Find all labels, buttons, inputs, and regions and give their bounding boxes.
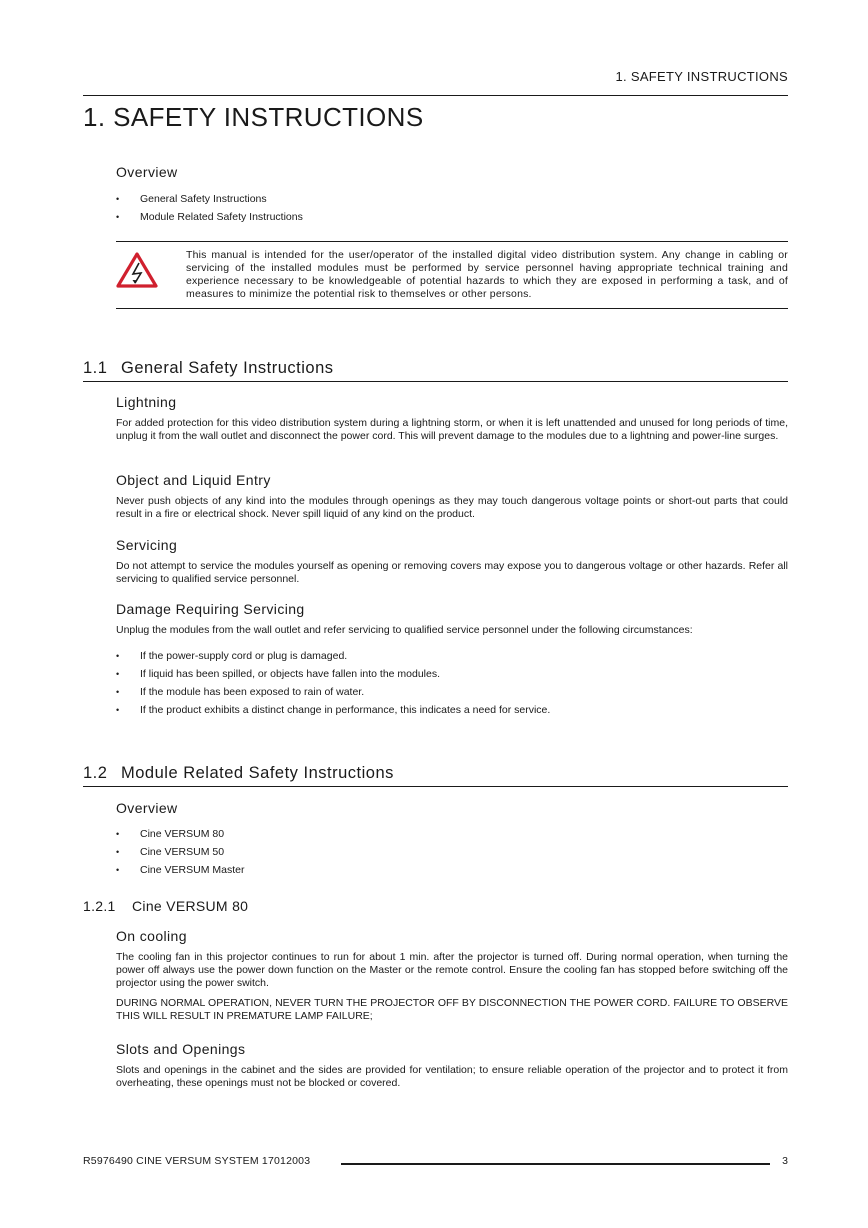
list-item: • If the power-supply cord or plug is damaged.	[116, 647, 788, 665]
list-item: • If the module has been exposed to rain of water.	[116, 683, 788, 701]
high-voltage-warning-icon	[116, 252, 158, 288]
subsection-title-cine-versum-80	[83, 898, 248, 914]
object-liquid-heading: Object and Liquid Entry	[116, 472, 271, 488]
cooling-heading: On cooling	[116, 928, 187, 944]
section-number: 1.2	[83, 764, 108, 782]
footer-rule	[341, 1163, 770, 1165]
overview-block	[116, 164, 788, 226]
section-title-text: General Safety Instructions	[121, 359, 334, 377]
overview-list	[116, 190, 788, 226]
section-title-module-related	[83, 764, 788, 787]
lightning-block	[116, 394, 788, 443]
servicing-block	[116, 537, 788, 586]
module-overview-block	[116, 800, 788, 879]
list-item: • Cine VERSUM 50	[116, 843, 788, 861]
list-item: • Cine VERSUM 80	[116, 825, 788, 843]
list-item: • General Safety Instructions	[116, 190, 788, 208]
slots-text: Slots and openings in the cabinet and the sides are provided for ventilation; to ensure reliable operation of the projector and to protect it from overheating, these openings must not be blocked or covered.	[116, 1064, 788, 1089]
damage-text: Unplug the modules from the wall outlet and refer servicing to qualified service personnel under the following circumstances:	[116, 624, 693, 636]
list-item: • If liquid has been spilled, or objects have fallen into the modules.	[116, 665, 788, 683]
cooling-block	[116, 928, 788, 1023]
list-item: • Module Related Safety Instructions	[116, 208, 788, 226]
damage-heading: Damage Requiring Servicing	[116, 601, 305, 617]
damage-block	[116, 601, 788, 719]
slots-block	[116, 1041, 788, 1090]
warning-box	[116, 241, 788, 309]
module-overview-heading: Overview	[116, 800, 178, 816]
running-header: 1. SAFETY INSTRUCTIONS	[615, 69, 788, 84]
cooling-warning-text: DURING NORMAL OPERATION, NEVER TURN THE PROJECTOR OFF BY DISCONNECTION THE POWER CORD. FAILURE TO OBSERVE THIS WILL RESULT IN PREMATURE LAMP FAILURE;	[116, 997, 788, 1022]
section-number: 1.1	[83, 359, 108, 377]
footer-doc-ref: R5976490 CINE VERSUM SYSTEM 17012003	[83, 1155, 311, 1167]
subsection-title-text: Cine VERSUM 80	[132, 898, 249, 914]
lightning-text: For added protection for this video distribution system during a lightning storm, or when it is left unattended and unused for long periods of time, unplug it from the wall outlet and disconnect the power cord. This will prevent damage to the modules due to a lightning and power-line surges.	[116, 417, 788, 442]
page-number: 3	[782, 1155, 788, 1167]
object-liquid-text: Never push objects of any kind into the modules through openings as they may touch dangerous voltage points or short-out parts that could result in a fire or electrical shock. Never spill liquid of any kind on the product.	[116, 495, 788, 520]
cooling-text: The cooling fan in this projector continues to run for about 1 min. after the projector is turned off. During normal operation, when turning the power off always use the power down function on the Master or the remote control. Ensure the cooling fan has stopped before switching off the projector using the power switch.	[116, 951, 788, 989]
header-rule	[83, 95, 788, 96]
overview-heading: Overview	[116, 164, 178, 180]
damage-list	[116, 647, 788, 719]
warning-text: This manual is intended for the user/operator of the installed digital video distribution system. Any change in cabling or servicing of the installed modules must be performed by service personnel having appropriate technical training and experience necessary to be knowledgeable of potential hazards to which they are exposed in performing a task, and of measures to minimize the potential risk to themselves or other persons.	[186, 249, 788, 300]
list-item: • Cine VERSUM Master	[116, 861, 788, 879]
slots-heading: Slots and Openings	[116, 1041, 246, 1057]
module-overview-list	[116, 825, 788, 879]
section-title-text: Module Related Safety Instructions	[121, 764, 394, 782]
servicing-text: Do not attempt to service the modules yourself as opening or removing covers may expose you to dangerous voltage or other hazards. Refer all servicing to qualified service personnel.	[116, 560, 788, 585]
object-liquid-block	[116, 472, 788, 521]
subsection-number: 1.2.1	[83, 898, 116, 914]
servicing-heading: Servicing	[116, 537, 178, 553]
section-title-general-safety	[83, 359, 788, 382]
list-item: • If the product exhibits a distinct change in performance, this indicates a need for service.	[116, 701, 788, 719]
lightning-heading: Lightning	[116, 394, 177, 410]
chapter-title: 1. SAFETY INSTRUCTIONS	[83, 102, 424, 132]
